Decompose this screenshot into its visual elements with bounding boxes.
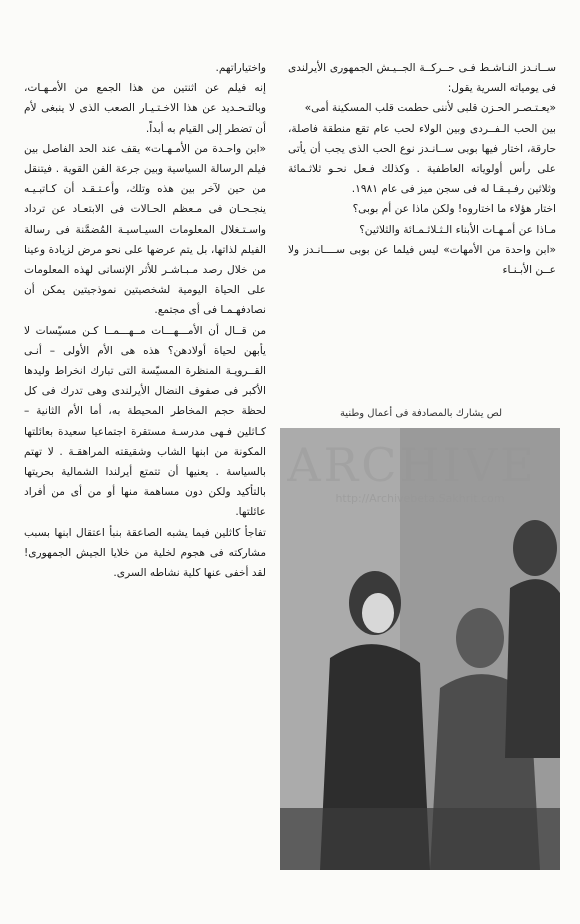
archive-watermark: ARCHIVE bbox=[287, 438, 537, 492]
paragraph: واختياراتهم. bbox=[215, 62, 266, 74]
photo-illustration bbox=[280, 428, 560, 870]
archive-watermark-url: http://Archivebeta.Sakhrit.com bbox=[335, 492, 505, 505]
paragraph: ســانـدز النـاشـط فـى حــركــة الجــيـش الجمهورى الأيرلندى فى يومياته السرية يقول: bbox=[288, 62, 556, 95]
paragraph: تفاجأ كاثلين فيما يشبه الصاعقة بنبأ اعتقال ابنها بسبب مشاركته فى هجوم لخلية من خلايا الجيش الجمهورى! لقد أخفى عنها كلية نشاطه السرى. bbox=[24, 526, 266, 580]
photo-caption: لص يشارك بالمصادفة فى أعمال وطنية bbox=[339, 408, 503, 419]
paragraph: مـاذا عن أمـهـات الأبناء الـثـلاثـمـائة والثلاثين؟ bbox=[359, 223, 556, 236]
paragraph: «يعـتـصـر الحـزن قلبى لأننى حطمت قلب المسكينة أمى» bbox=[304, 102, 556, 115]
paragraph: اختار هؤلاء ما اختاروه! ولكن ماذا عن أم بوبى؟ bbox=[352, 203, 556, 216]
paragraph: بين الحب الـفــردى وبين الولاء لحب عام تقع منطقة فاصلة، حارقة، اختار فيها بوبى ســانـدز نوع الحب الذى يجب أن يأتى على رأس أولوياته العاطفية . وكذلك فـعل نحـو ثلاثـمائة وثلاثين رفـيـقـا له فى سجن ميز فى عام ١٩٨١. bbox=[288, 122, 556, 196]
paragraph: إنه فيلم عن اثنتين من هذا الجمع من الأمـهـات، وبالتـحـديد عن هذا الاخـتـيـار الصعب الذى لا ينبغى لأم أن تضطر إلى القيام به أبداً. bbox=[24, 82, 266, 135]
paragraph: «ابن واحدة من الأمهات» ليس فيلما عن بوبى ســــانـدز ولا عــن الأبـنـاء bbox=[288, 243, 556, 277]
paragraph: «ابن واحـدة من الأمـهـات» يقف عند الحد الفاصل بين فيلم الرسالة السياسية وبين جرعة الفن القوية . فيتنقل من حين لآخر بين هذه وتلك، وأعـتـقـد أن كـاتبـيـه ينجـحـان فى مـعظم الحـالات فى الابتعـاد عن ترداد واسـتـغلال المعلومات السيـاسيـة المُضمَّنة فى رسالة الفيلم لذاتها، بل يتم عرضها على نحو مرض لزيادة وعينا من خلال رصد مـبـاشـر للأثر الإنسانى لهذه المعلومات على الحياة اليومية لشخصيتين نموذجيتين يمكن أن نصادفهـمـا فى أى مجتمع. bbox=[24, 142, 266, 317]
paragraph: من قــال أن الأمـــهـــات مــهـــمــا كـن مسيّسات لا يأبهن لحياة أولادهن؟ هذه هى الأم الأولى – أنـى القــرويـة المنظرة المسيّسة التى تبارك انخراط وليدها الأكبر فى صفوف النضال الأيرلندى وهى تدرك فى كل لحظة حجم المخاطر المحيطة به، أما الأم الثانية – كـاثلين فـهى مدرسـة مستقرة اجتماعيا سعيدة بعائلتها المكونة من ابنها الشاب وشقيقته المراهقـة . لا تهتم بالسياسة . يعنيها أن تتمتع أيرلندا الشمالية بحريتها بالتأكيد ولكن دون مساهمة منها أو من أى من أفراد عائلتها. bbox=[24, 324, 266, 519]
film-still-photo bbox=[280, 428, 560, 870]
article-column-left bbox=[24, 58, 266, 726]
article-column-right bbox=[288, 58, 556, 388]
